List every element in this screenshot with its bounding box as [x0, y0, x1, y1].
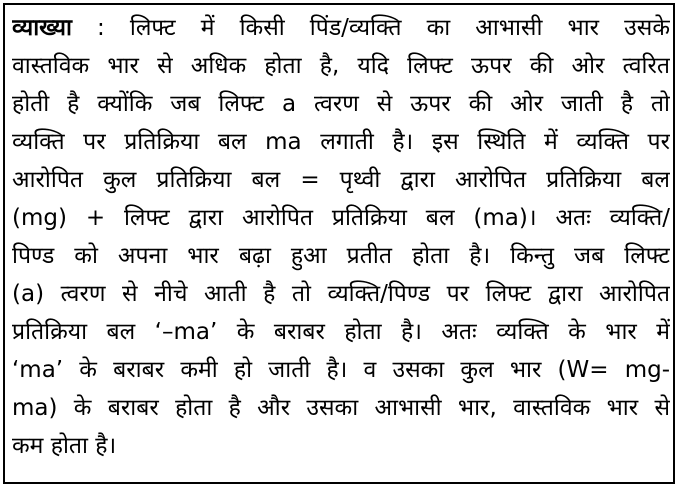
text-line-7: पिण्ड को अपना भार बढ़ा हुआ प्रतीत होता है। किन्तु जब लिफ्ट — [12, 243, 670, 269]
text-line-4: व्यक्ति पर प्रतिक्रिया बल ma लगाती है। इस स्थिति में व्यक्ति पर — [12, 129, 670, 155]
text-line-3: होती है क्योंकि जब लिफ्ट a त्वरण से ऊपर की ओर जाती है तो — [12, 91, 670, 117]
text-line-11: ma) के बराबर होता है और उसका आभासी भार, वास्तविक भार से — [12, 395, 670, 421]
explanation-heading: व्याख्या — [12, 15, 72, 41]
text-line-9: प्रतिक्रिया बल ‘–ma’ के बराबर होता है। अतः व्यक्ति के भार में — [12, 319, 670, 345]
text-line-5: आरोपित कुल प्रतिक्रिया बल = पृथ्वी द्वारा आरोपित प्रतिक्रिया बल — [12, 167, 670, 193]
text-line-6: (mg) + लिफ्ट द्वारा आरोपित प्रतिक्रिया बल (ma)। अतः व्यक्ति/ — [12, 205, 670, 231]
text-line-12: कम होता है। — [12, 433, 117, 459]
text-line-1-content: : लिफ्ट में किसी पिंड/व्यक्ति का आभासी भार उसके — [71, 15, 670, 41]
text-line-10: ‘ma’ के बराबर कमी हो जाती है। व उसका कुल भार (W= mg- — [12, 357, 670, 383]
explanation-box — [3, 3, 675, 484]
text-line-1 — [12, 10, 670, 46]
text-line-2: वास्तविक भार से अधिक होता है, यदि लिफ्ट ऊपर की ओर त्वरित — [12, 53, 670, 79]
text-line-8: (a) त्वरण से नीचे आती है तो व्यक्ति/पिण्ड पर लिफ्ट द्वारा आरोपित — [12, 281, 670, 307]
